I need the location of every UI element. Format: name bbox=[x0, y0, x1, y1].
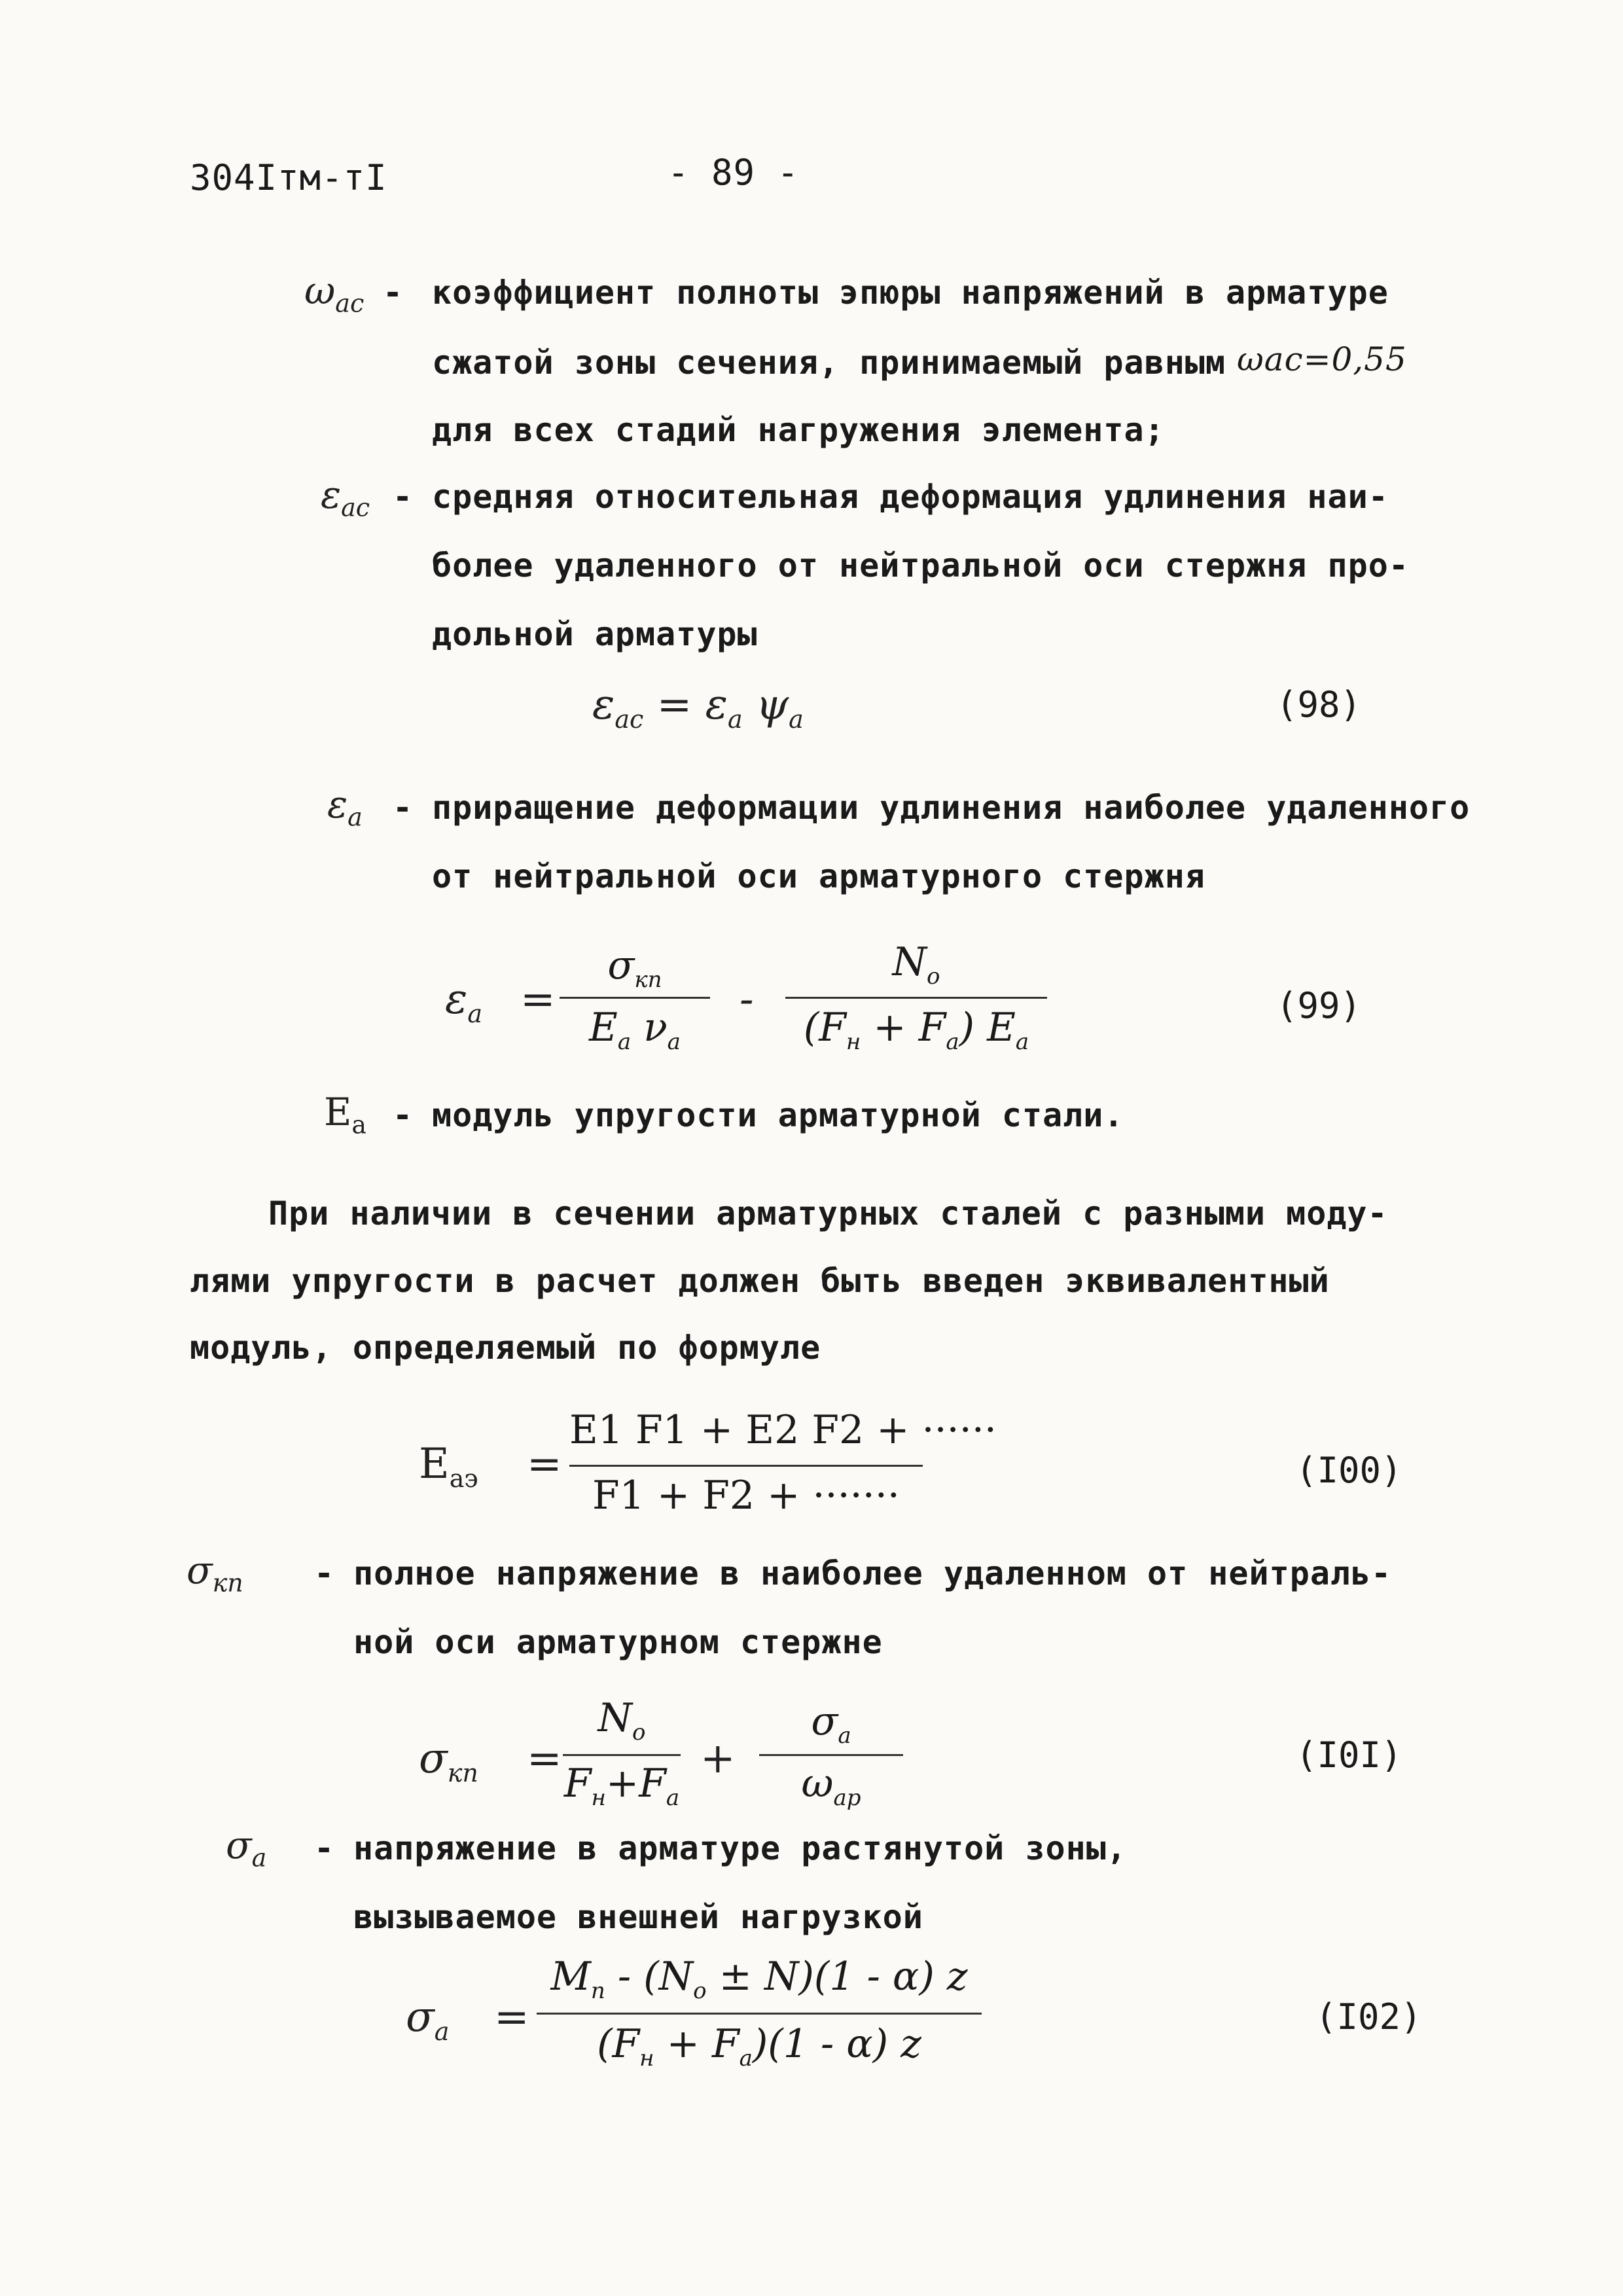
equation-100-numerator: E1 F1 + E2 F2 + ······ bbox=[569, 1407, 997, 1453]
definition-dash: - bbox=[314, 1554, 335, 1592]
equation-101-lhs: $\sigma_{кп}$ bbox=[419, 1734, 478, 1787]
definition-line: вызываемое внешней нагрузкой bbox=[353, 1898, 923, 1936]
document-code: 304Iтм-тI bbox=[190, 157, 387, 198]
paragraph-line: лями упругости в расчет должен быть введен эквивалентный bbox=[190, 1262, 1330, 1300]
definition-line: полное напряжение в наиболее удаленном от нейтраль- bbox=[353, 1554, 1392, 1592]
definition-line: приращение деформации удлинения наиболее удаленного bbox=[432, 789, 1471, 827]
definition-line: коэффициент полноты эпюры напряжений в арматуре bbox=[432, 274, 1389, 312]
equals-sign: = bbox=[494, 1993, 529, 2041]
fraction-bar bbox=[785, 997, 1047, 999]
equation-100-denominator: F1 + F2 + ······· bbox=[592, 1473, 900, 1518]
equation-99-lhs: $\varepsilon_a$ bbox=[445, 975, 482, 1028]
definition-line: для всех стадий нагружения элемента; bbox=[432, 411, 1165, 449]
definition-line: напряжение в арматуре растянутой зоны, bbox=[353, 1829, 1127, 1867]
fraction-bar bbox=[537, 2013, 982, 2015]
definition-line: ной оси арматурном стержне bbox=[353, 1623, 883, 1661]
equation-99-frac2-numerator: $N_o$ bbox=[892, 939, 940, 990]
minus-sign: - bbox=[740, 975, 754, 1024]
equation-102-denominator: $(F_н + F_a)(1 - \alpha)$ z bbox=[597, 2021, 921, 2072]
equation-101-frac2-numerator: $\sigma_a$ bbox=[811, 1698, 851, 1749]
definition-dash: - bbox=[314, 1829, 335, 1867]
fraction-bar bbox=[569, 1465, 923, 1467]
symbol-epsilon-a: $\varepsilon_a$ bbox=[327, 782, 363, 832]
symbol-sigma-a: $\sigma_a$ bbox=[226, 1823, 267, 1873]
definition-line: модуль упругости арматурной стали. bbox=[432, 1096, 1124, 1134]
equation-99-frac2-denominator: $(F_н + F_a)$ $E_a$ bbox=[803, 1005, 1029, 1055]
equation-label-99: (99) bbox=[1276, 985, 1362, 1026]
equation-101-frac2-denominator: $\omega_{ap}$ bbox=[801, 1761, 861, 1811]
definition-line: сжатой зоны сечения, принимаемый равным bbox=[432, 344, 1226, 382]
fraction-bar bbox=[560, 997, 710, 999]
symbol-epsilon-ac: $\varepsilon_{ac}$ bbox=[321, 473, 370, 522]
equation-label-98: (98) bbox=[1276, 684, 1362, 725]
equation-label-100: (I00) bbox=[1296, 1450, 1402, 1491]
definition-line: более удаленного от нейтральной оси стержня про- bbox=[432, 547, 1409, 584]
plus-sign: + bbox=[700, 1734, 736, 1783]
equation-101-frac1-numerator: $N_o$ bbox=[597, 1695, 646, 1746]
equation-label-102: (I02) bbox=[1315, 1996, 1422, 2037]
equation-98: $\varepsilon_{ac} = \varepsilon_a$ $\psi_a$ bbox=[592, 681, 804, 734]
paragraph-line: При наличии в сечении арматурных сталей с разными моду- bbox=[268, 1194, 1388, 1232]
paragraph-line: модуль, определяемый по формуле bbox=[190, 1329, 821, 1367]
equals-sign: = bbox=[527, 1734, 562, 1783]
equation-label-101: (I0I) bbox=[1296, 1734, 1402, 1776]
definition-line: дольной арматуры bbox=[432, 615, 758, 653]
equals-sign: = bbox=[527, 1440, 562, 1488]
inline-equation: ωac=0,55 bbox=[1237, 340, 1407, 378]
equation-99-frac1-numerator: $\sigma_{кп}$ bbox=[607, 942, 662, 993]
definition-line: средняя относительная деформация удлинения наи- bbox=[432, 478, 1389, 516]
definition-dash: - bbox=[393, 478, 414, 516]
equation-100-lhs: $E_{aэ}$ bbox=[419, 1440, 478, 1493]
equation-101-frac1-denominator: $F_н+F_a$ bbox=[563, 1761, 680, 1811]
equals-sign: = bbox=[520, 975, 556, 1024]
equation-99-frac1-denominator: $E_a$ $\nu_a$ bbox=[589, 1005, 681, 1055]
page-number: - 89 - bbox=[668, 152, 800, 193]
equation-102-lhs: $\sigma_a$ bbox=[406, 1993, 450, 2046]
symbol-e-a: $E_a$ bbox=[324, 1090, 366, 1139]
definition-dash: - bbox=[393, 1096, 414, 1134]
fraction-bar bbox=[759, 1754, 903, 1756]
definition-dash: - bbox=[383, 274, 404, 312]
symbol-omega-ac: $\omega_{ac}$ bbox=[304, 268, 365, 318]
equation-102-numerator: $M_п - (N_o \pm N)(1 - \alpha)$ z bbox=[550, 1954, 968, 2004]
definition-line: от нейтральной оси арматурного стержня bbox=[432, 857, 1205, 895]
symbol-sigma-kp: $\sigma_{кп}$ bbox=[187, 1548, 243, 1598]
fraction-bar bbox=[563, 1754, 681, 1756]
definition-dash: - bbox=[393, 789, 414, 827]
